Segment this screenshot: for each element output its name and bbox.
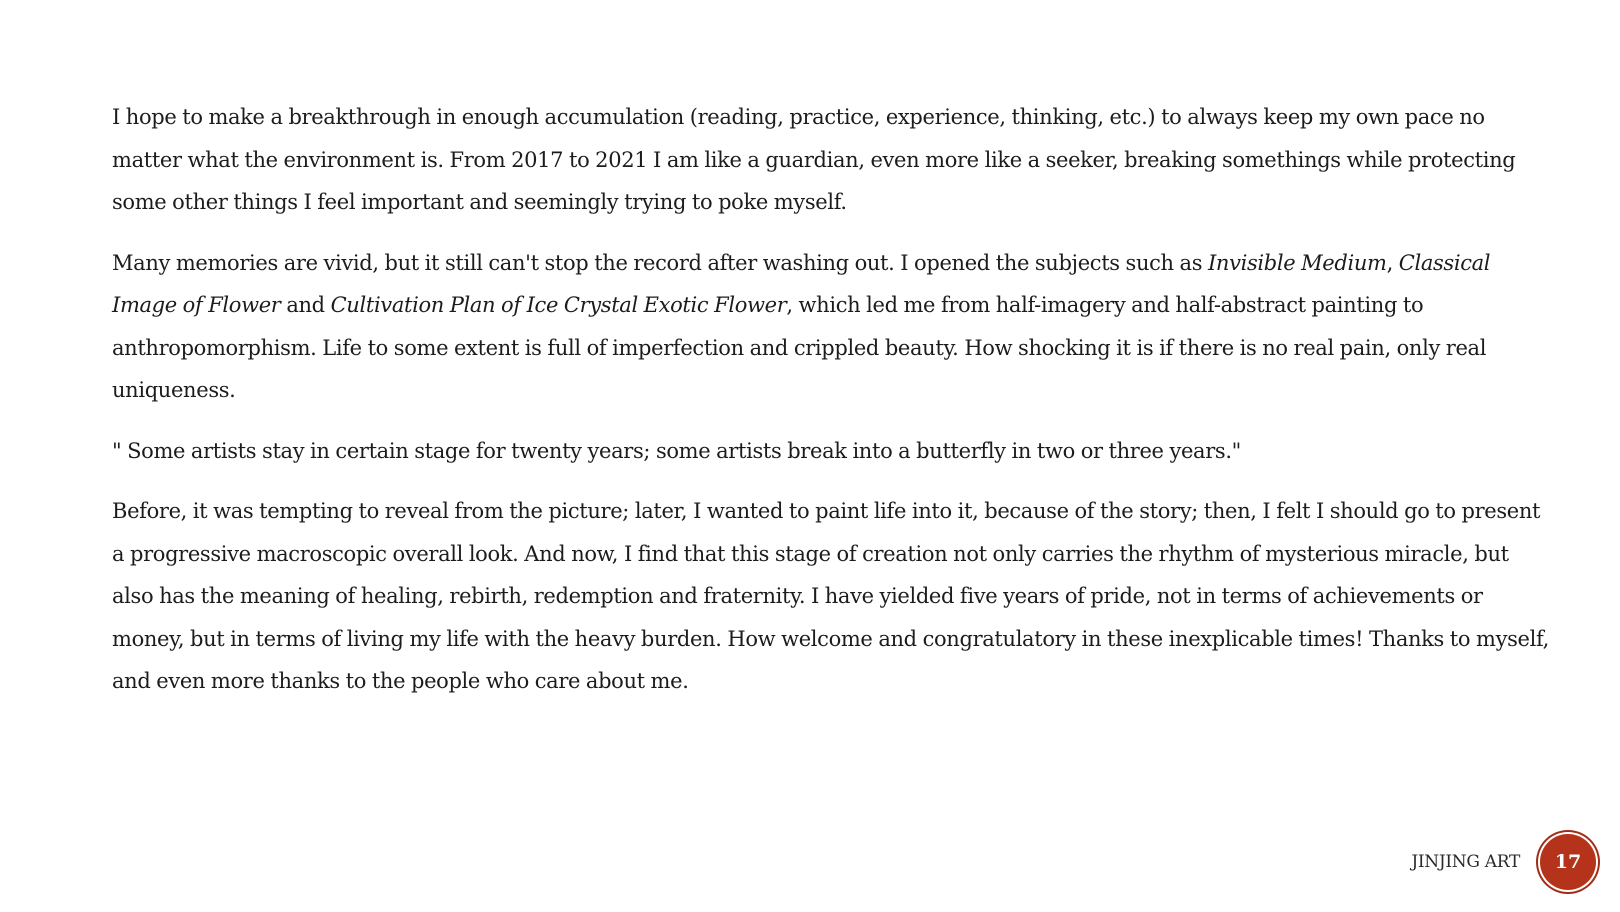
slide-body bbox=[112, 96, 1552, 721]
paragraph-2 bbox=[112, 242, 1552, 412]
paragraph-2-text-start: Many memories are vivid, but it still can't stop the record after washing out. I opened the subjects such as bbox=[112, 250, 1208, 275]
title-invisible-medium: Invisible Medium bbox=[1207, 250, 1387, 275]
brand-label: JINJING ART bbox=[1411, 852, 1520, 872]
title-classical-image-of-flower: Classical Image of Flower bbox=[112, 250, 1491, 317]
paragraph-2-separator-2: and bbox=[280, 293, 331, 317]
paragraph-1: I hope to make a breakthrough in enough accumulation (reading, practice, experience, thinking, etc.) to always keep my own pace no matter what the environment is. From 2017 to 2021 I am like a guardian, even more like a seeker, breaking somethings while protecting some other things I feel important and seemingly trying to poke myself. bbox=[112, 105, 1516, 214]
page-number: 17 bbox=[1554, 851, 1582, 873]
paragraph-2-separator-1: , bbox=[1386, 250, 1399, 275]
quote-paragraph: " Some artists stay in certain stage for twenty years; some artists break into a butterfly in two or three years." bbox=[112, 438, 1241, 463]
paragraph-4: Before, it was tempting to reveal from the picture; later, I wanted to paint life into it, because of the story; then, I felt I should go to present a progressive macroscopic overall look. And now, I find that this stage of creation not only carries the rhythm of mysterious miracle, but also has the meaning of healing, rebirth, redemption and fraternity. I have yielded five years of pride, not in terms of achievements or money, but in terms of living my life with the heavy burden. How welcome and congratulatory in these inexplicable times! Thanks to myself, and even more thanks to the people who care about me. bbox=[112, 499, 1549, 693]
title-cultivation-plan: Cultivation Plan of Ice Crystal Exotic Flower bbox=[330, 293, 787, 317]
slide-footer bbox=[1390, 834, 1596, 890]
paragraph-2-text-end: , which led me from half-imagery and half-abstract painting to anthropomorphism. Life to some extent is full of imperfection and crippled beauty. How shocking it is if there is no real pain, only real uniqueness. bbox=[112, 293, 1487, 402]
page-number-badge bbox=[1540, 834, 1596, 890]
